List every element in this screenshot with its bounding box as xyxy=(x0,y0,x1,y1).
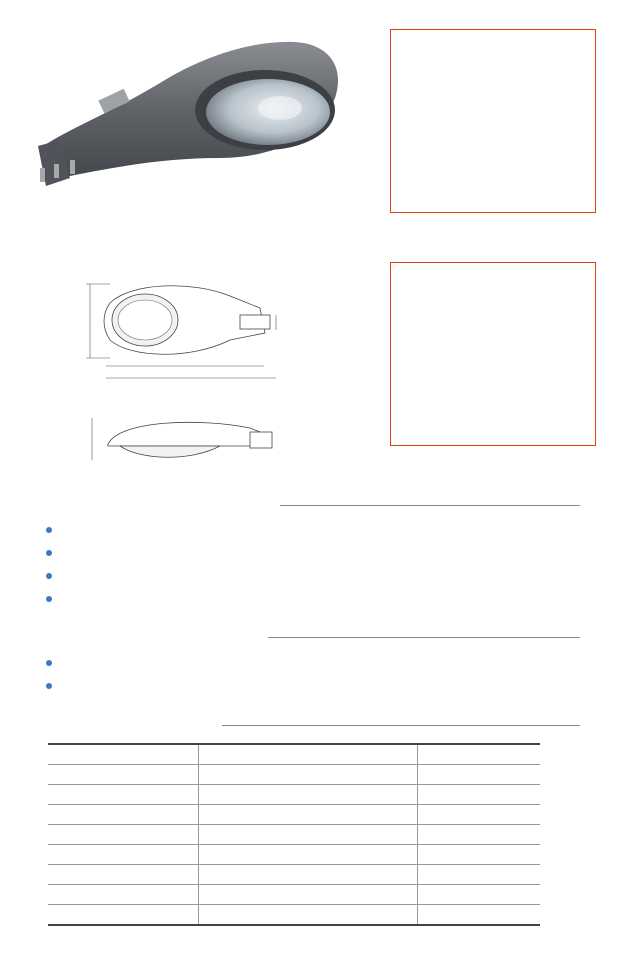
bullet-icon xyxy=(46,550,52,556)
bullet-icon xyxy=(46,683,52,689)
table-row xyxy=(48,885,540,905)
bullet-icon xyxy=(46,573,52,579)
application-divider xyxy=(268,637,580,638)
table-row xyxy=(48,805,540,825)
bullet-icon xyxy=(46,660,52,666)
bullet-icon xyxy=(46,527,52,533)
application-item xyxy=(46,658,55,669)
table-row xyxy=(48,744,540,765)
top-view-drawing xyxy=(80,278,280,388)
description-item xyxy=(46,594,55,605)
description-item xyxy=(46,571,55,582)
application-item xyxy=(46,681,55,692)
bullet-icon xyxy=(46,596,52,602)
description-item xyxy=(46,548,55,559)
specification-divider xyxy=(222,725,580,726)
table-row xyxy=(48,865,540,885)
table-row xyxy=(48,785,540,805)
specification-table xyxy=(48,743,540,926)
side-view-drawing xyxy=(80,410,280,465)
product-photo xyxy=(30,28,350,198)
polar-chart-top xyxy=(390,29,596,213)
table-row xyxy=(48,845,540,865)
description-item xyxy=(46,525,55,536)
polar-chart-bottom xyxy=(390,262,596,446)
table-row xyxy=(48,825,540,845)
description-divider xyxy=(280,505,580,506)
table-row xyxy=(48,905,540,926)
table-row xyxy=(48,765,540,785)
